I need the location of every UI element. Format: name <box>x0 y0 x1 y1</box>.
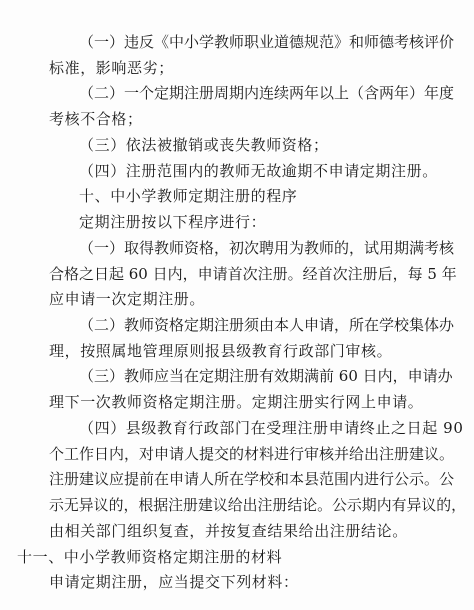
text-line-15: 理下一次教师资格定期注册。定期注册实行网上申请。 <box>49 393 424 411</box>
text-line-16: （四）县级教育行政部门在受理注册申请终止之日起 90 <box>79 419 464 437</box>
section-heading-eleven: 十一、中小学教师资格定期注册的材料 <box>17 548 283 566</box>
text-line-10: 合格之日起 60 日内，申请首次注册。经首次注册后，每 5 年 <box>49 265 457 283</box>
text-line-5: （三）依法被撤销或丧失教师资格； <box>79 136 329 154</box>
text-line-2: 标准，影响恶劣； <box>49 59 174 77</box>
text-line-11: 应申请一次定期注册。 <box>49 290 206 308</box>
text-line-18: 注册建议应提前在申请人所在学校和本县范围内进行公示。公 <box>49 470 455 488</box>
text-line-9: （一）取得教师资格，初次聘用为教师的，试用期满考核 <box>79 239 455 257</box>
text-line-13: 理，按照属地管理原则报县级教育行政部门审核。 <box>49 342 393 360</box>
text-line-8: 定期注册按以下程序进行： <box>79 213 267 231</box>
text-line-22: 申请定期注册，应当提交下列材料： <box>49 573 299 591</box>
text-line-1: （一）违反《中小学教师职业道德规范》和师德考核评价 <box>79 33 455 51</box>
text-line-17: 个工作日内，对申请人提交的材料进行审核并给出注册建议。 <box>49 445 455 463</box>
text-line-14: （三）教师应当在定期注册有效期满前 60 日内，申请办 <box>79 367 453 385</box>
section-heading-ten: 十、中小学教师定期注册的程序 <box>79 187 298 205</box>
text-line-20: 由相关部门组织复查，并按复查结果给出注册结论。 <box>49 522 408 540</box>
text-line-6: （四）注册范围内的教师无故逾期不申请定期注册。 <box>79 162 438 180</box>
text-line-19: 示无异议的，根据注册建议给出注册结论。公示期内有异议的， <box>49 496 467 514</box>
text-line-4: 考核不合格； <box>49 110 143 128</box>
text-line-3: （二）一个定期注册周期内连续两年以上（含两年）年度 <box>79 84 455 102</box>
text-line-12: （二）教师资格定期注册须由本人申请，所在学校集体办 <box>79 316 455 334</box>
